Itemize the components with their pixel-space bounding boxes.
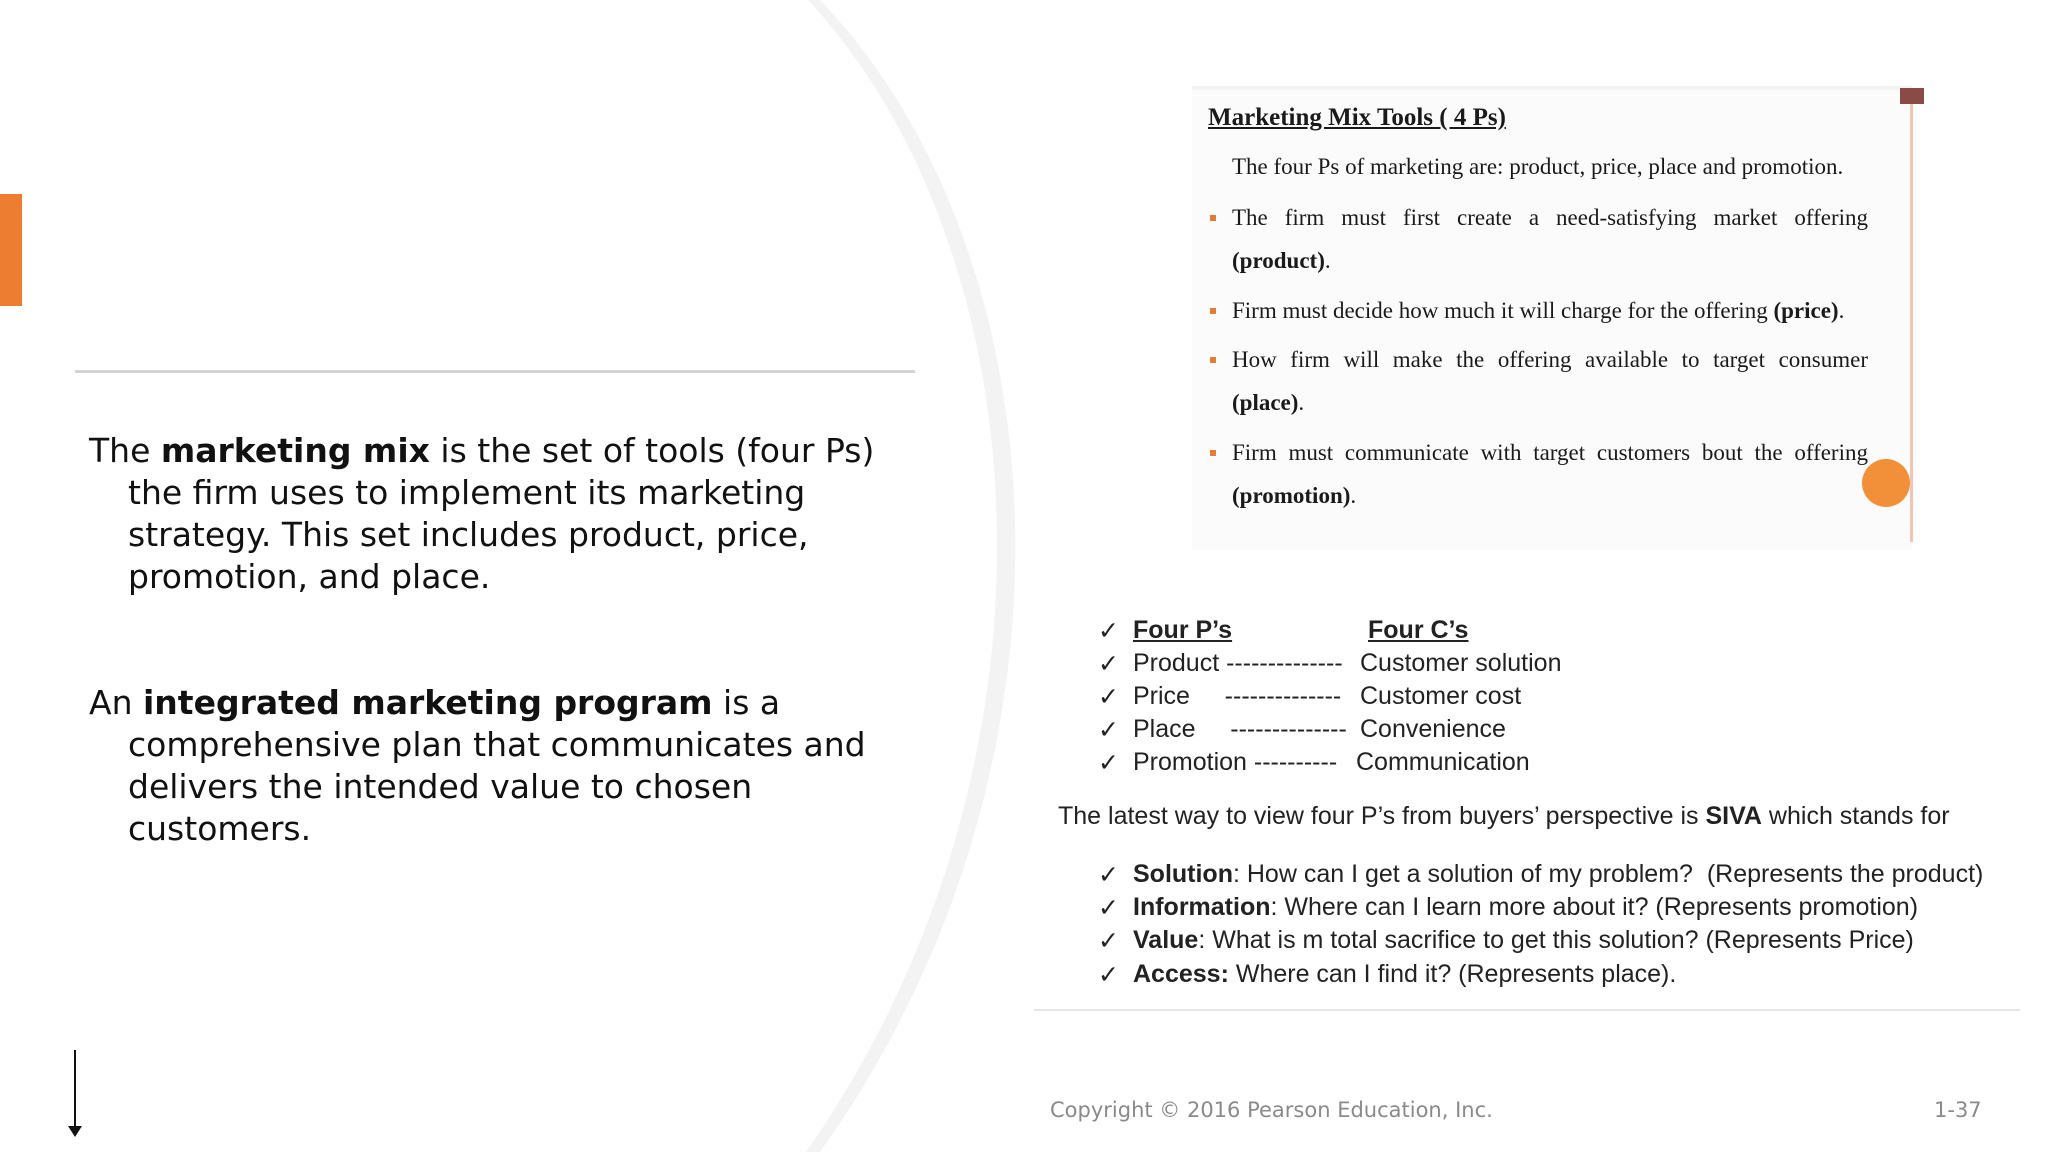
- check-icon: ✓: [1098, 749, 1119, 777]
- slide-number: 1-37: [1934, 1098, 1982, 1122]
- check-icon: ✓: [1098, 927, 1119, 955]
- list-item-promotion: Firm must communicate with target customers bout the offering (promotion).: [1232, 431, 1868, 517]
- p-price: Price --------------: [1133, 682, 1342, 710]
- copyright-footer: Copyright © 2016 Pearson Education, Inc.: [1050, 1098, 1493, 1122]
- down-arrow-line: [74, 1050, 76, 1130]
- laser-pointer-dot: [1862, 459, 1910, 507]
- down-arrow-icon: [68, 1126, 82, 1137]
- four-cs-header: Four C’s: [1368, 616, 1469, 644]
- four-ps-header: Four P’s: [1133, 616, 1233, 644]
- marketing-mix-tools-image: [1192, 86, 1912, 550]
- image-bottom-rule: [1034, 1009, 2020, 1011]
- siva-value: Value: What is m total sacrifice to get this solution? (Represents Price): [1133, 926, 1914, 954]
- check-icon: ✓: [1098, 861, 1119, 889]
- check-icon: ✓: [1098, 650, 1119, 678]
- image-heading: Marketing Mix Tools ( 4 Ps): [1208, 104, 1506, 131]
- check-icon: ✓: [1098, 683, 1119, 711]
- title-divider: [75, 370, 915, 373]
- integrated-program-term: integrated marketing program: [142, 683, 713, 722]
- marketing-mix-term: marketing mix: [160, 431, 430, 470]
- siva-information: Information: Where can I learn more about it? (Represents promotion): [1133, 893, 1919, 921]
- image-top-border: [1192, 86, 1912, 90]
- c-customer-solution: Customer solution: [1360, 649, 1562, 677]
- siva-access: Access: Where can I find it? (Represents place).: [1133, 960, 1677, 988]
- marketing-mix-paragraph: The marketing mix is the set of tools (four Ps) the firm uses to implement its marketing strategy. This set includes product, price, promotion, and place.: [89, 431, 875, 596]
- list-item-price: Firm must decide how much it will charge for the offering (price).: [1232, 289, 1868, 332]
- p-place: Place --------------: [1133, 715, 1347, 743]
- p-product: Product --------------: [1133, 649, 1343, 677]
- siva-solution: Solution: How can I get a solution of my problem? (Represents the product): [1133, 860, 1984, 888]
- integrated-program-paragraph: An integrated marketing program is a comprehensive plan that communicates and delivers the intended value to chosen customers.: [89, 683, 866, 848]
- c-convenience: Convenience: [1360, 715, 1506, 743]
- siva-intro: The latest way to view four P’s from buyers’ perspective is SIVA which stands for: [1058, 802, 1950, 830]
- four-ps-four-cs-image: [1030, 612, 2020, 1012]
- check-icon: ✓: [1098, 961, 1119, 989]
- c-communication: Communication: [1356, 748, 1530, 776]
- image-intro: The four Ps of marketing are: product, price, place and promotion.: [1232, 154, 1844, 179]
- bookmark-icon: [1900, 88, 1924, 104]
- image-right-rule: [1910, 92, 1913, 542]
- list-item-place: How firm will make the offering available to target consumer (place).: [1232, 338, 1868, 424]
- c-customer-cost: Customer cost: [1360, 682, 1522, 710]
- accent-tab: [0, 194, 22, 306]
- list-item-product: The firm must first create a need-satisfying market offering (product).: [1232, 196, 1868, 282]
- check-icon: ✓: [1098, 894, 1119, 922]
- p-promotion: Promotion ----------: [1133, 748, 1338, 776]
- check-icon: ✓: [1098, 716, 1119, 744]
- check-icon: ✓: [1098, 617, 1119, 645]
